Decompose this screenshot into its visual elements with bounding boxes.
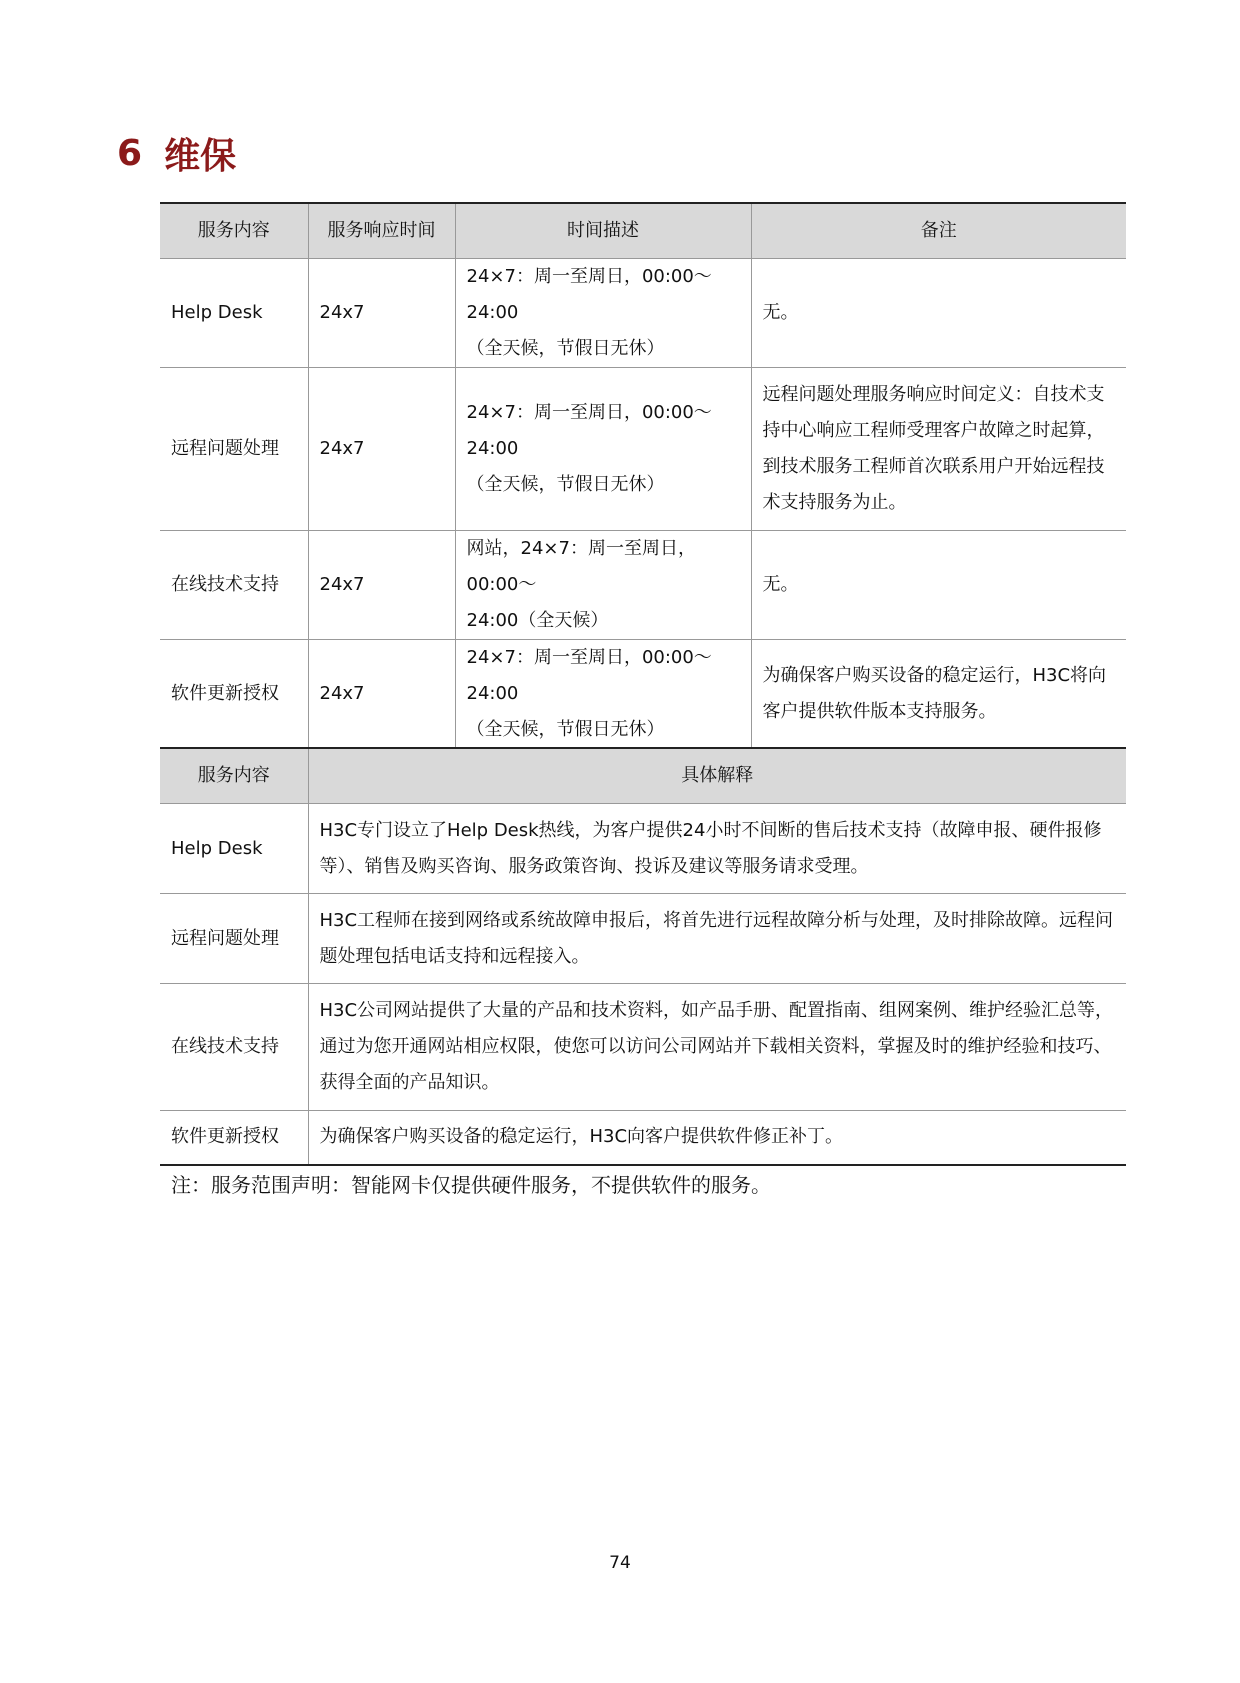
time-description-cell xyxy=(455,259,751,368)
time-line: 24:00（全天候） xyxy=(466,610,609,631)
table-row xyxy=(160,804,1126,894)
remark-cell: 远程问题处理服务响应时间定义：自技术支持中心响应工程师受理客户故障之时起算，到技术服务工程师首次联系用户开始远程技术支持服务为止。 xyxy=(751,368,1126,531)
table-row xyxy=(160,531,1126,640)
detail-cell: H3C工程师在接到网络或系统故障申报后，将首先进行远程故障分析与处理，及时排除故障。远程问题处理包括电话支持和远程接入。 xyxy=(308,894,1126,984)
remark-cell: 无。 xyxy=(751,531,1126,640)
time-description-cell xyxy=(455,640,751,750)
table-header-row xyxy=(160,203,1126,259)
section-number: 6 xyxy=(117,133,143,174)
table-header-row xyxy=(160,748,1126,804)
time-line: （全天候，节假日无休） xyxy=(466,719,665,740)
detail-cell: 为确保客户购买设备的稳定运行，H3C向客户提供软件修正补丁。 xyxy=(308,1111,1126,1165)
section-heading xyxy=(117,128,236,179)
time-description-cell xyxy=(455,368,751,531)
service-scope-note: 注：服务范围声明：智能网卡仅提供硬件服务，不提供软件的服务。 xyxy=(171,1173,771,1197)
service-cell: Help Desk xyxy=(160,804,308,894)
page-number: 74 xyxy=(609,1553,631,1573)
table-row xyxy=(160,368,1126,531)
column-header: 服务响应时间 xyxy=(308,203,455,259)
remark-cell: 为确保客户购买设备的稳定运行，H3C将向客户提供软件版本支持服务。 xyxy=(751,640,1126,750)
time-line: 24×7：周一至周日，00:00～24:00 xyxy=(466,402,712,459)
table-row xyxy=(160,1111,1126,1165)
service-cell: 软件更新授权 xyxy=(160,1111,308,1165)
service-cell: 在线技术支持 xyxy=(160,531,308,640)
service-cell: 软件更新授权 xyxy=(160,640,308,750)
column-header: 服务内容 xyxy=(160,203,308,259)
column-header: 时间描述 xyxy=(455,203,751,259)
service-response-table xyxy=(160,202,1126,750)
service-cell: Help Desk xyxy=(160,259,308,368)
table-row xyxy=(160,259,1126,368)
table-row xyxy=(160,984,1126,1111)
detail-cell: H3C专门设立了Help Desk热线，为客户提供24小时不间断的售后技术支持（故障申报、硬件报修等）、销售及购买咨询、服务政策咨询、投诉及建议等服务请求受理。 xyxy=(308,804,1126,894)
time-line: 24×7：周一至周日，00:00～24:00 xyxy=(466,266,712,323)
column-header: 备注 xyxy=(751,203,1126,259)
response-cell: 24x7 xyxy=(308,640,455,750)
column-header: 服务内容 xyxy=(160,748,308,804)
remark-cell: 无。 xyxy=(751,259,1126,368)
table-row xyxy=(160,640,1126,750)
response-cell: 24x7 xyxy=(308,368,455,531)
service-cell: 远程问题处理 xyxy=(160,368,308,531)
section-title: 维保 xyxy=(164,136,237,177)
service-cell: 在线技术支持 xyxy=(160,984,308,1111)
detail-cell: H3C公司网站提供了大量的产品和技术资料，如产品手册、配置指南、组网案例、维护经验汇总等，通过为您开通网站相应权限，使您可以访问公司网站并下载相关资料，掌握及时的维护经验和技巧、获得全面的产品知识。 xyxy=(308,984,1126,1111)
time-description-cell xyxy=(455,531,751,640)
time-line: 网站，24×7：周一至周日，00:00～ xyxy=(466,538,696,595)
time-line: 24×7：周一至周日，00:00～24:00 xyxy=(466,647,712,704)
time-line: （全天候，节假日无休） xyxy=(466,338,665,359)
table-row xyxy=(160,894,1126,984)
response-cell: 24x7 xyxy=(308,531,455,640)
service-detail-table xyxy=(160,747,1126,1166)
time-line: （全天候，节假日无休） xyxy=(466,474,665,495)
response-cell: 24x7 xyxy=(308,259,455,368)
column-header: 具体解释 xyxy=(308,748,1126,804)
service-cell: 远程问题处理 xyxy=(160,894,308,984)
